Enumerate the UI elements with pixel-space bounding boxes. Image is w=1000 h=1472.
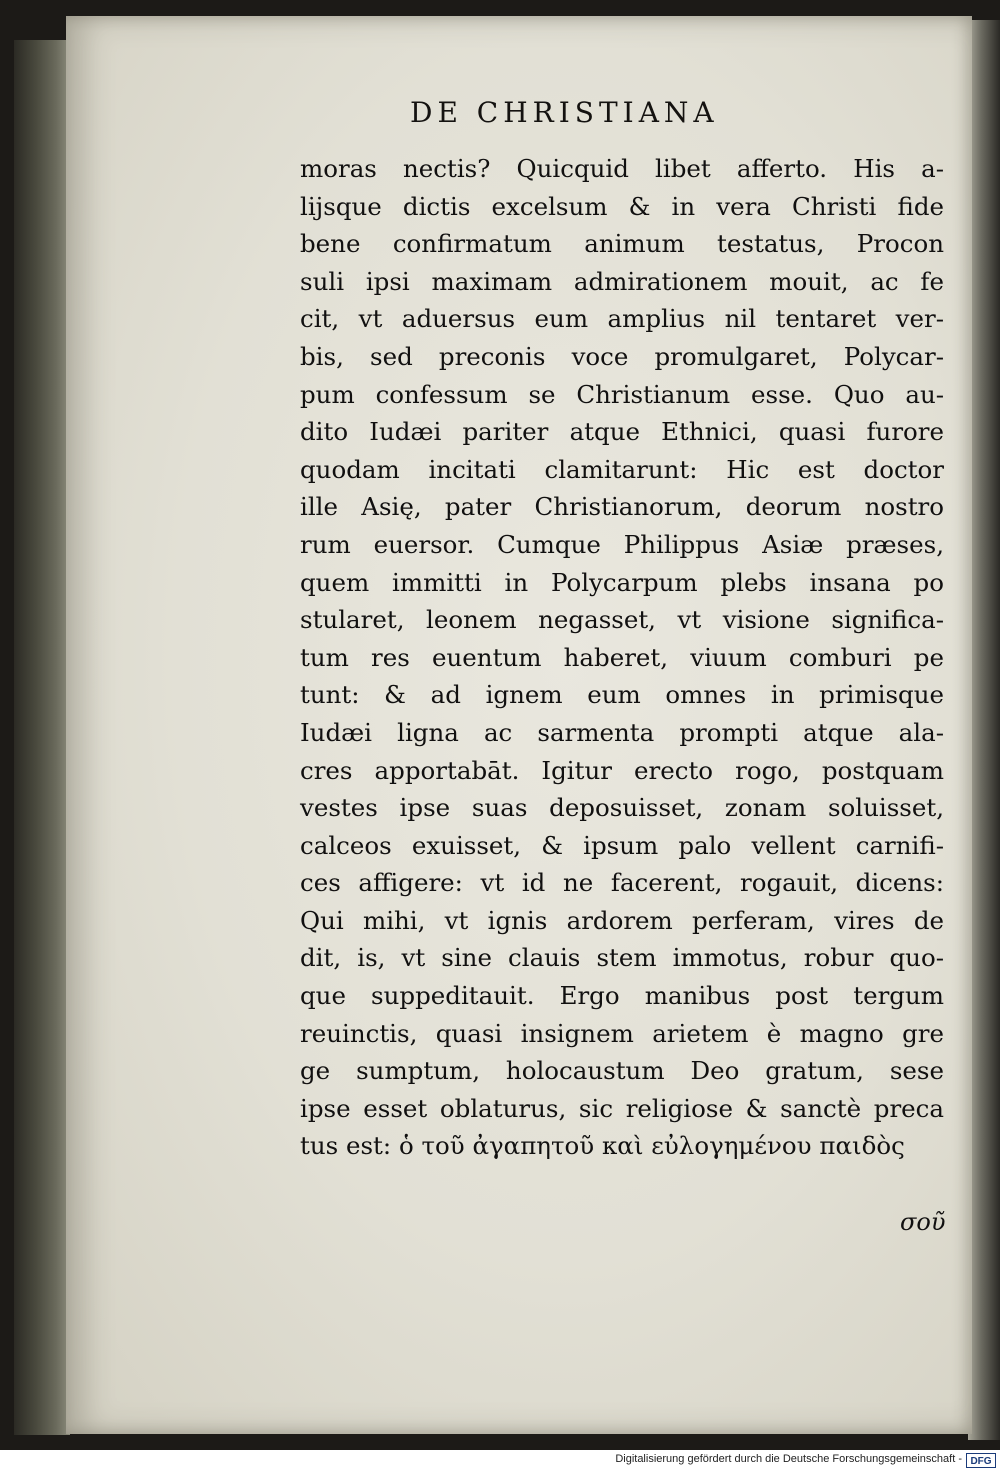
text-line: moras nectis? Quicquid libet afferto. His a- <box>300 154 944 183</box>
text-line: cres apportabāt. Igitur erecto rogo, postquam <box>300 755 944 785</box>
text-line: tum res euentum haberet, viuum comburi pe <box>300 642 944 672</box>
book-binding-edge <box>14 40 70 1435</box>
text-line: vestes ipse suas deposuisset, zonam soluisset, <box>300 793 944 823</box>
text-line: Iudæi ligna ac sarmenta prompti atque ala- <box>300 717 944 747</box>
text-line: pum confessum se Christianum esse. Quo au- <box>300 379 944 409</box>
text-line: ipse esset oblaturus, sic religiose & sanctè preca <box>300 1093 944 1123</box>
text-line: quem immitti in Polycarpum plebs insana po <box>300 567 944 597</box>
text-line: Qui mihi, vt ignis ardorem perferam, vires de <box>300 905 944 935</box>
text-line: cit, vt aduersus eum amplius nil tentaret ver- <box>300 304 944 334</box>
text-line: bene confirmatum animum testatus, Procon <box>300 229 944 259</box>
body-text <box>300 150 960 1165</box>
funding-credit: Digitalisierung gefördert durch die Deutsche Forschungsgemeinschaft - <box>615 1453 962 1465</box>
text-line: bis, sed preconis voce promulgaret, Polycar- <box>300 341 944 371</box>
text-line: que suppeditauit. Ergo manibus post tergum <box>300 981 944 1011</box>
text-line: dit, is, vt sine clauis stem immotus, robur quo- <box>300 943 944 973</box>
text-line: rum euersor. Cumque Philippus Asiæ præses, <box>300 529 944 559</box>
text-line: lijsque dictis excelsum & in vera Christi fide <box>300 191 944 221</box>
text-line: suli ipsi maximam admirationem mouit, ac fe <box>300 266 944 296</box>
text-line: reuinctis, quasi insignem arietem è magno gre <box>300 1018 944 1048</box>
text-line: ille Asię, pater Christianorum, deorum nostro <box>300 492 944 522</box>
catchword: σοῦ <box>900 1208 946 1236</box>
text-line: tus est: ὁ τοῦ ἀγαπητοῦ καὶ εὐλογημένου παιδὸς <box>300 1131 905 1161</box>
text-line: dito Iudæi pariter atque Ethnici, quasi furore <box>300 417 944 447</box>
text-line: ge sumptum, holocaustum Deo gratum, sese <box>300 1056 944 1086</box>
book-page-edges <box>968 20 1000 1440</box>
running-head: DE CHRISTIANA <box>410 96 719 129</box>
text-line: quodam incitati clamitarunt: Hic est doctor <box>300 454 944 484</box>
dfg-logo: DFG <box>966 1453 996 1468</box>
text-line: stularet, leonem negasset, vt visione significa- <box>300 605 944 635</box>
text-line: ces affigere: vt id ne facerent, rogauit, dicens: <box>300 868 944 898</box>
footer-bar <box>0 1450 1000 1472</box>
text-line: tunt: & ad ignem eum omnes in primisque <box>300 680 944 710</box>
text-line: calceos exuisset, & ipsum palo vellent carnifi- <box>300 830 944 860</box>
